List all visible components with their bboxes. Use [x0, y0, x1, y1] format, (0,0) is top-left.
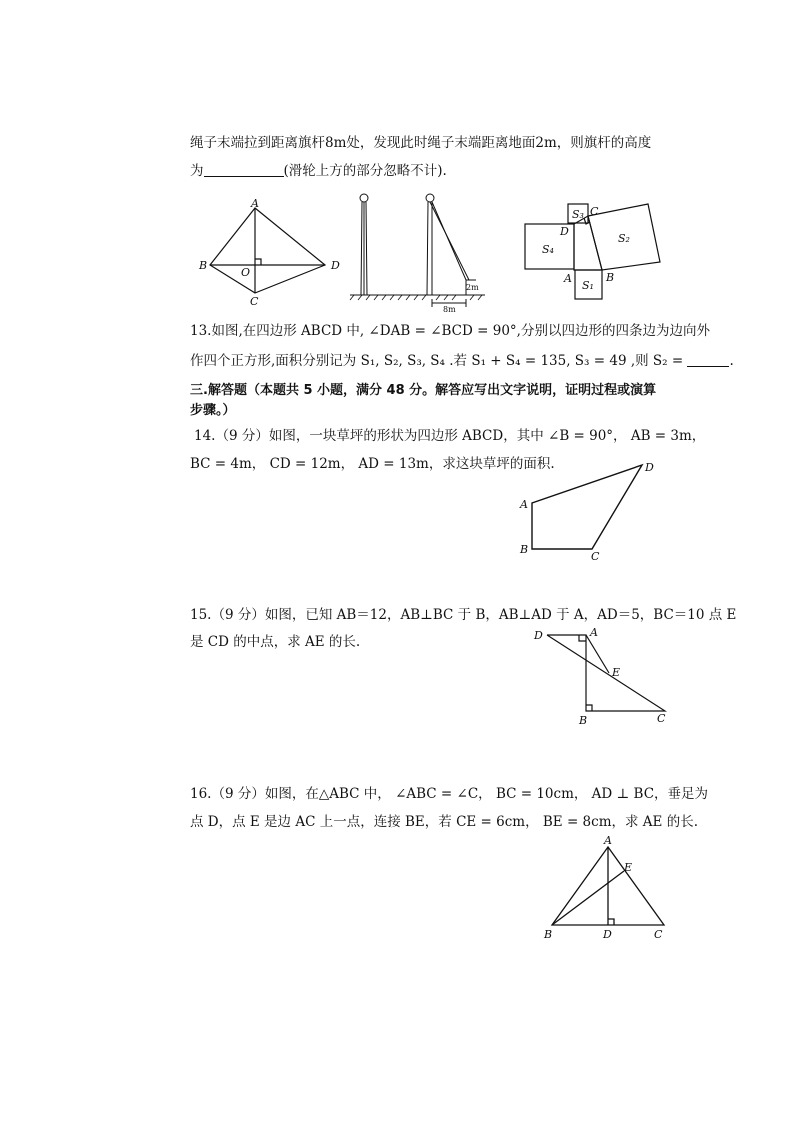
q14-line1: 14.（9 分）如图，一块草坪的形状为四边形 ABCD，其中 ∠B = 90°， AB = 3m， [194, 428, 706, 444]
answer-blank-12 [204, 164, 284, 177]
q14-line2: BC = 4m， CD = 12m， AD = 13m，求这块草坪的面积. [190, 456, 555, 472]
figure-kite [195, 198, 355, 308]
q16-label-B: B [544, 928, 553, 941]
problem12-suffix: (滑轮上方的部分忽略不计). [283, 163, 447, 179]
problem12-text-line2 [190, 163, 447, 179]
q15-label-A: A [590, 626, 598, 639]
q16-label-E: E [624, 861, 633, 874]
q14-label-A: A [520, 498, 528, 511]
fig3-label-C: C [590, 205, 599, 218]
fig3-label-S2: S₂ [618, 232, 630, 245]
q13-line1: 13.如图,在四边形 ABCD 中, ∠DAB = ∠BCD = 90°,分别以四边形的四条边为边向外 [190, 323, 710, 339]
q16-line1: 16.（9 分）如图，在△ABC 中， ∠ABC = ∠C， BC = 10cm， AD ⊥ BC，垂足为 [190, 786, 709, 802]
q14-label-B: B [520, 543, 529, 556]
fig2-label-8m: 8m [443, 305, 456, 314]
q13-line2-end: . [729, 353, 734, 369]
fig2-label-2m: 2m [466, 283, 479, 292]
problem12-text-line1: 绳子末端拉到距离旗杆8m处，发现此时绳子末端距离地面2m，则旗杆的高度 [190, 135, 652, 151]
q15-line2: 是 CD 的中点，求 AE 的长. [190, 634, 361, 650]
fig1-label-O: O [241, 266, 251, 279]
fig3-label-S3: S₃ [572, 208, 584, 221]
figure-q15-trapezoid [530, 625, 680, 735]
fig1-label-D: D [331, 259, 340, 272]
q13-line2-text: 作四个正方形,面积分别记为 S₁, S₂, S₃, S₄ .若 S₁ + S₄ = 135, S₃ = 49 ,则 S₂ = [190, 353, 684, 369]
q13-line2 [190, 353, 734, 369]
figure-four-squares [520, 198, 680, 308]
section3-heading-line2: 步骤。） [190, 403, 236, 418]
problem12-prefix: 为 [190, 163, 204, 179]
fig3-label-D: D [560, 225, 569, 238]
q16-line2: 点 D，点 E 是边 AC 上一点，连接 BE，若 CE = 6cm， BE = 8cm，求 AE 的长. [190, 814, 698, 830]
fig3-label-S1: S₁ [582, 279, 594, 292]
q15-label-C: C [657, 712, 666, 725]
q15-label-B: B [579, 714, 588, 727]
q15-line1: 15.（9 分）如图，已知 AB＝12，AB⊥BC 于 B，AB⊥AD 于 A，AD＝5，BC＝10 点 E [190, 607, 737, 623]
section3-heading-line1: 三.解答题（本题共 5 小题，满分 48 分。解答应写出文字说明，证明过程或演算 [190, 383, 657, 398]
fig1-label-C: C [250, 295, 259, 308]
q15-label-D: D [534, 629, 543, 642]
q14-label-C: C [591, 550, 600, 563]
q15-label-E: E [612, 666, 621, 679]
figure-q16-triangle [540, 835, 680, 945]
fig1-label-B: B [199, 259, 208, 272]
figure-flagpoles [350, 190, 490, 315]
figure-q14-quadrilateral [515, 458, 665, 568]
q14-label-D: D [645, 461, 654, 474]
fig1-label-A: A [251, 197, 259, 210]
q16-label-D: D [603, 928, 612, 941]
answer-blank-13 [687, 354, 729, 367]
q16-label-C: C [654, 928, 663, 941]
fig3-label-B: B [606, 271, 615, 284]
fig3-label-A: A [564, 272, 572, 285]
fig3-label-S4: S₄ [542, 243, 554, 256]
q16-label-A: A [604, 834, 612, 847]
